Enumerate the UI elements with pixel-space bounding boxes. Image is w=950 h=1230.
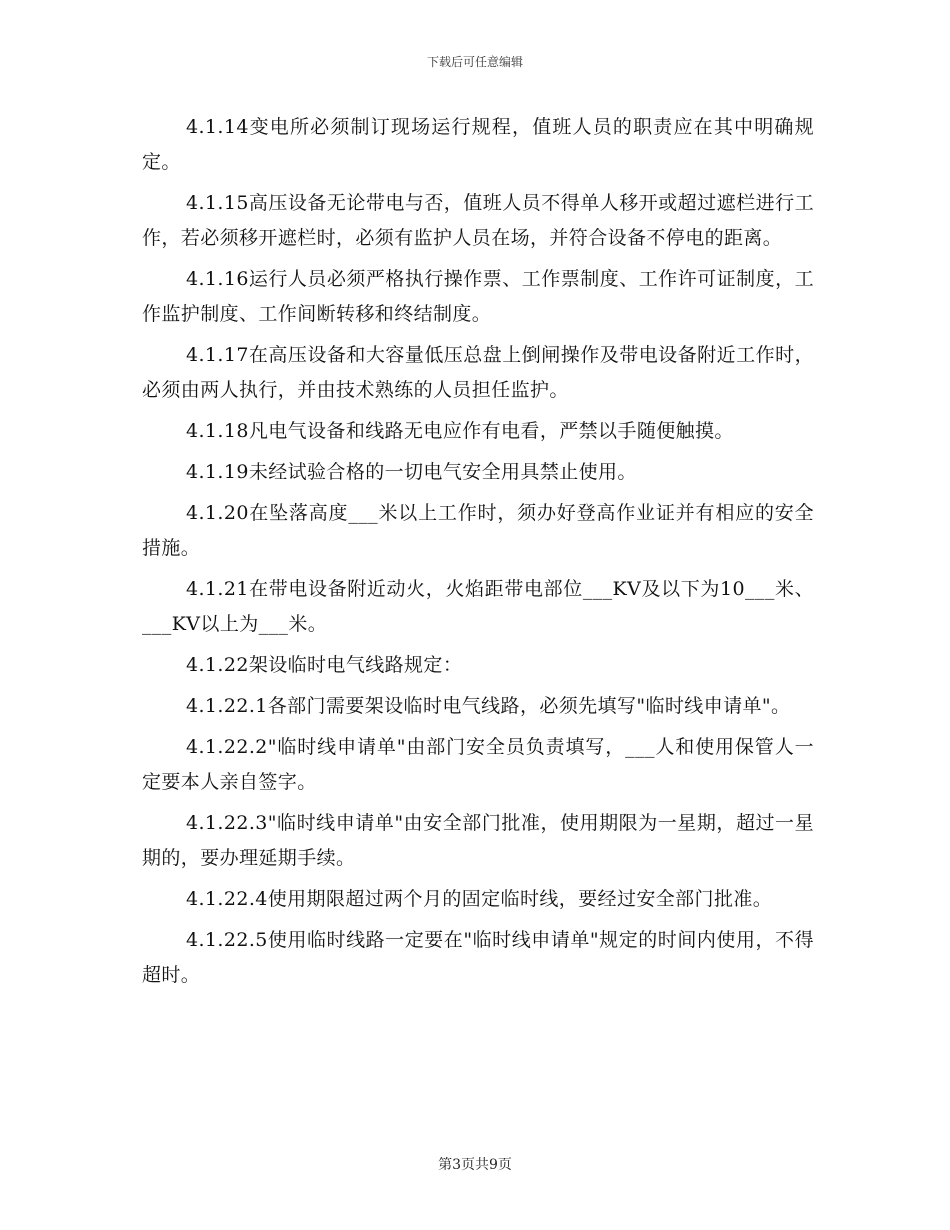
paragraph-4-1-14: 4.1.14变电所必须制订现场运行规程，值班人员的职责应在其中明确规定。 bbox=[142, 116, 814, 173]
paragraph-4-1-21: 4.1.21在带电设备附近动火，火焰距带电部位___KV及以下为10___米、___KV以上为___米。 bbox=[142, 578, 814, 635]
paragraph-4-1-18: 4.1.18凡电气设备和线路无电应作有电看，严禁以手随便触摸。 bbox=[186, 420, 734, 442]
paragraph-4-1-22-2: 4.1.22.2"临时线申请单"由部门安全员负责填写，___人和使用保管人一定要本人亲自签字。 bbox=[142, 736, 814, 793]
paragraph-4-1-15: 4.1.15高压设备无论带电与否，值班人员不得单人移开或超过遮栏进行工作，若必须移开遮栏时，必须有监护人员在场，并符合设备不停电的距离。 bbox=[142, 192, 814, 249]
paragraph-4-1-19: 4.1.19未经试验合格的一切电气安全用具禁止使用。 bbox=[186, 461, 637, 483]
paragraph-4-1-22-1: 4.1.22.1各部门需要架设临时电气线路，必须先填写"临时线申请单"。 bbox=[186, 695, 791, 717]
paragraph-4-1-16: 4.1.16运行人员必须严格执行操作票、工作票制度、工作许可证制度，工作监护制度、工作间断转移和终结制度。 bbox=[142, 268, 814, 325]
page-number: 第3页共9页 bbox=[438, 1157, 512, 1173]
page-header: 下载后可任意编辑 bbox=[426, 55, 523, 69]
paragraph-4-1-22-4: 4.1.22.4使用期限超过两个月的固定临时线，要经过安全部门批准。 bbox=[186, 888, 773, 910]
paragraph-4-1-22-3: 4.1.22.3"临时线申请单"由安全部门批准，使用期限为一星期，超过一星期的，要办理延期手续。 bbox=[142, 812, 814, 869]
paragraph-4-1-20: 4.1.20在坠落高度___米以上工作时，须办好登高作业证并有相应的安全措施。 bbox=[142, 502, 814, 559]
document-body bbox=[142, 110, 814, 999]
paragraph-4-1-22-5: 4.1.22.5使用临时线路一定要在"临时线申请单"规定的时间内使用，不得超时。 bbox=[142, 929, 814, 986]
paragraph-4-1-17: 4.1.17在高压设备和大容量低压总盘上倒闸操作及带电设备附近工作时，必须由两人执行，并由技术熟练的人员担任监护。 bbox=[142, 344, 814, 401]
paragraph-4-1-22: 4.1.22架设临时电气线路规定： bbox=[186, 654, 463, 676]
